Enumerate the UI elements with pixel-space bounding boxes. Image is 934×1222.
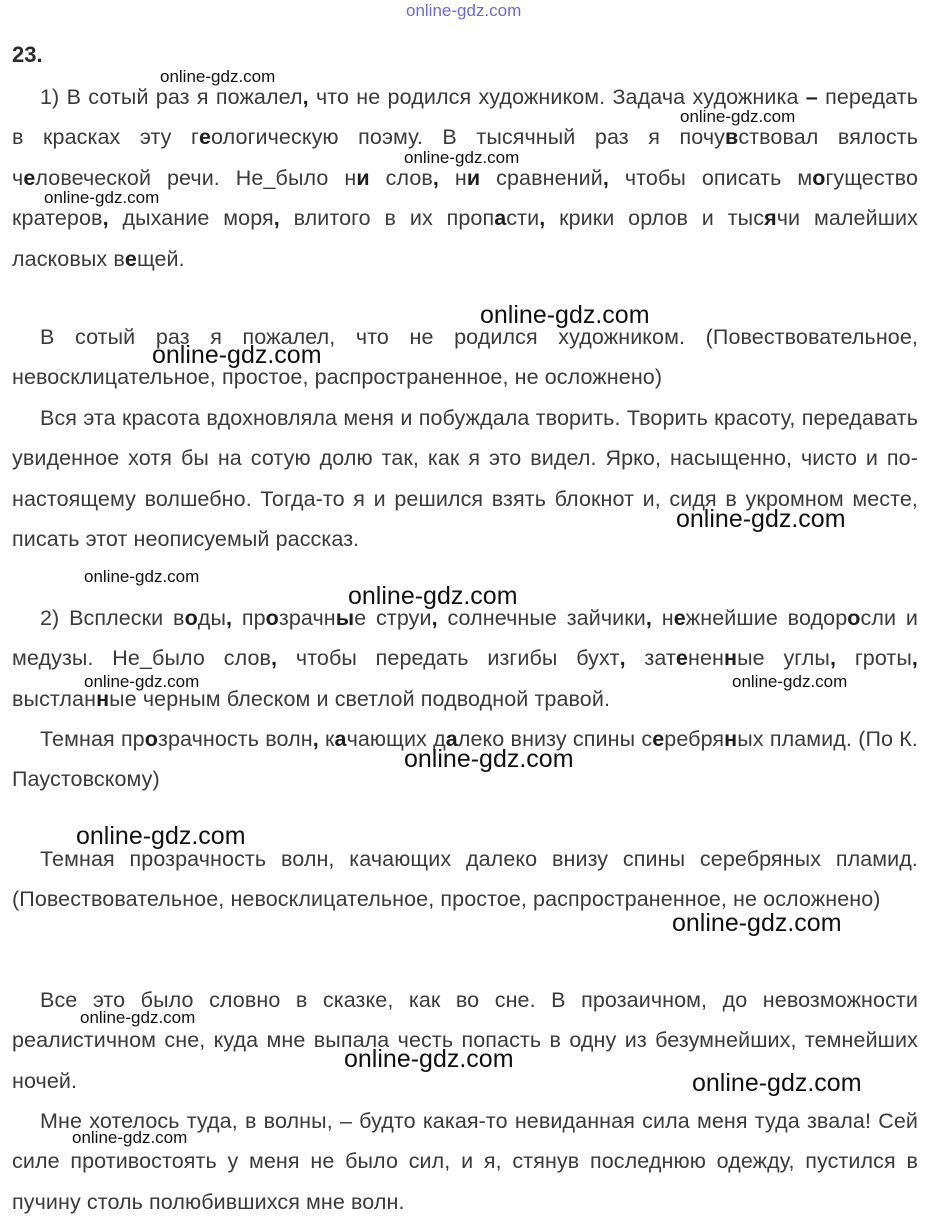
text-run: ых пламид. (По К. Паустовскому) — [12, 727, 918, 792]
watermark: online-gdz.com — [72, 1128, 188, 1147]
paragraph-2 — [12, 317, 918, 398]
text-run: н — [651, 606, 674, 630]
emphasized-letter: е — [23, 165, 36, 190]
text-run: ые углы — [737, 646, 830, 671]
emphasized-letter: а — [445, 727, 458, 751]
text-run: Темная пр — [40, 727, 145, 751]
text-run: слов — [369, 165, 433, 190]
watermark: online-gdz.com — [76, 822, 246, 850]
watermark: online-gdz.com — [480, 301, 650, 329]
emphasized-letter: н — [96, 686, 110, 711]
text-run: леко внизу спины с — [457, 727, 653, 751]
emphasized-letter: е — [124, 246, 137, 271]
text-run: к — [318, 727, 335, 751]
text-run: Все это было словно в сказке, как во сне. В прозаичном, до невозможности реалистичном сне, куда мне выпала честь попасть в одну из безумнейших, темнейших ночей. — [12, 988, 918, 1093]
emphasized-letter: я — [764, 206, 777, 231]
watermark: online-gdz.com — [692, 1069, 862, 1097]
emphasized-letter: е — [652, 727, 665, 751]
text-run: нен — [687, 646, 724, 671]
text-run: солнечные зайчики — [437, 606, 646, 630]
emphasized-letter: о — [265, 606, 279, 630]
text-run: ды — [197, 606, 226, 630]
text-run: ребря — [664, 727, 725, 751]
text-run: 2) Всплески в — [40, 606, 185, 630]
watermark: online-gdz.com — [84, 672, 200, 691]
emphasized-letter: н — [723, 646, 738, 671]
emphasized-letter: е — [675, 646, 688, 671]
emphasized-letter: , — [619, 646, 626, 671]
text-run: чи малейших ласковых в — [12, 206, 919, 271]
watermark: online-gdz.com — [672, 909, 842, 937]
text-run: Темная прозрачность волн, качающих далеко внизу спины серебряных пламид. (Повествовательное, невосклицательное, простое, распространенное, не осложнено) — [12, 847, 918, 912]
text-run: зат — [625, 646, 676, 671]
text-run: Мне хотелось туда, в волны, – будто какая-то невиданная сила меня туда звала! Сей силе противостоять у меня не было сил, и я, стянув последнюю одежду, пустился в пучину столь полюбившихся мне волн. — [12, 1109, 918, 1214]
exercise-number: 23. — [12, 42, 43, 67]
emphasized-letter: , — [645, 606, 652, 630]
text-run: влитого в их проп — [279, 206, 495, 231]
text-run: гущество кратеров — [12, 165, 919, 231]
text-run: ые черным блеском и светлой подводной травой. — [109, 686, 611, 711]
text-run: зрачность волн — [157, 727, 313, 751]
emphasized-letter: , — [431, 606, 438, 630]
emphasized-letter: ы — [335, 606, 355, 630]
text-run: е струи — [354, 606, 432, 630]
emphasized-letter: о — [847, 606, 861, 630]
text-run: жнейшие водор — [685, 606, 848, 630]
watermark: online-gdz.com — [160, 67, 276, 86]
emphasized-letter: , — [432, 165, 439, 190]
site-header-watermark: online-gdz.com — [406, 1, 522, 20]
emphasized-letter: , — [271, 646, 278, 671]
text-run: щей. — [136, 246, 185, 271]
emphasized-letter: – — [805, 85, 818, 109]
watermark: online-gdz.com — [84, 567, 200, 586]
text-run: чтобы передать изгибы бухт — [277, 646, 620, 671]
emphasized-letter: н — [724, 727, 738, 751]
text-run: ологическую поэму. В тысячный раз я почу — [211, 125, 725, 150]
watermark: online-gdz.com — [152, 341, 322, 369]
paragraph-4 — [12, 598, 918, 719]
emphasized-letter: е — [673, 606, 686, 630]
text-run: дыхание моря — [108, 206, 274, 231]
emphasized-letter: , — [226, 606, 233, 630]
watermark: online-gdz.com — [44, 188, 160, 207]
emphasized-letter: о — [184, 606, 198, 630]
text-run: сли и медузы. Не_было слов — [12, 606, 919, 671]
emphasized-letter: а — [494, 206, 507, 231]
emphasized-letter: , — [312, 727, 319, 751]
emphasized-letter: , — [602, 165, 609, 190]
text-run: н — [439, 165, 467, 190]
text-run: передать в красках эту г — [12, 85, 919, 150]
paragraph-6 — [12, 839, 918, 920]
watermark: online-gdz.com — [348, 582, 518, 610]
watermark: online-gdz.com — [676, 505, 846, 533]
paragraph-8 — [12, 1101, 918, 1222]
text-run: что не родился художником. Задача художника — [308, 85, 806, 109]
text-run: 1) В сотый раз я пожалел — [40, 85, 303, 109]
paragraph-3 — [12, 398, 918, 560]
emphasized-letter: , — [539, 206, 546, 231]
emphasized-letter: е — [198, 125, 212, 150]
emphasized-letter: , — [911, 646, 918, 671]
emphasized-letter: и — [356, 165, 370, 190]
emphasized-letter: о — [144, 727, 158, 751]
text-run: сти — [506, 206, 540, 231]
emphasized-letter: , — [302, 85, 309, 109]
text-run: ствовал вялость ч — [12, 125, 919, 190]
text-run: пр — [232, 606, 266, 630]
emphasized-letter: в — [724, 125, 739, 150]
watermark: online-gdz.com — [404, 745, 574, 773]
text-run: В сотый раз я пожалел, что не родился художником. (Повествовательное, невосклицательное, простое, распространенное, не осложнено) — [12, 325, 918, 390]
watermark: online-gdz.com — [680, 107, 796, 126]
text-run: выстлан — [12, 686, 97, 711]
text-run: ловеческой речи. Не_было н — [35, 165, 357, 190]
emphasized-letter: о — [812, 165, 826, 190]
watermark: online-gdz.com — [80, 1008, 196, 1027]
emphasized-letter: , — [829, 646, 837, 671]
text-run: сравнений — [480, 165, 603, 190]
watermark: online-gdz.com — [732, 672, 848, 691]
text-run: крики орлов и тыс — [545, 206, 765, 231]
text-run: чтобы описать м — [608, 165, 813, 190]
emphasized-letter: а — [334, 727, 347, 751]
emphasized-letter: , — [273, 206, 280, 231]
text-run: чающих д — [346, 727, 446, 751]
emphasized-letter: , — [102, 206, 109, 231]
text-run: гроты — [836, 646, 912, 671]
text-run: зрачн — [278, 606, 336, 630]
watermark: online-gdz.com — [344, 1045, 514, 1073]
text-run: Вся эта красота вдохновляла меня и побуждала творить. Творить красоту, передавать увиденное хотя бы на сотую долю так, как я это видел. Ярко, насыщенно, чисто и по-настоящему волшебно. Тогда-то я и решился взять блокнот и, сидя в укромном месте, писать этот неописуемый рассказ. — [12, 406, 918, 552]
emphasized-letter: и — [466, 165, 481, 190]
watermark: online-gdz.com — [404, 148, 520, 167]
